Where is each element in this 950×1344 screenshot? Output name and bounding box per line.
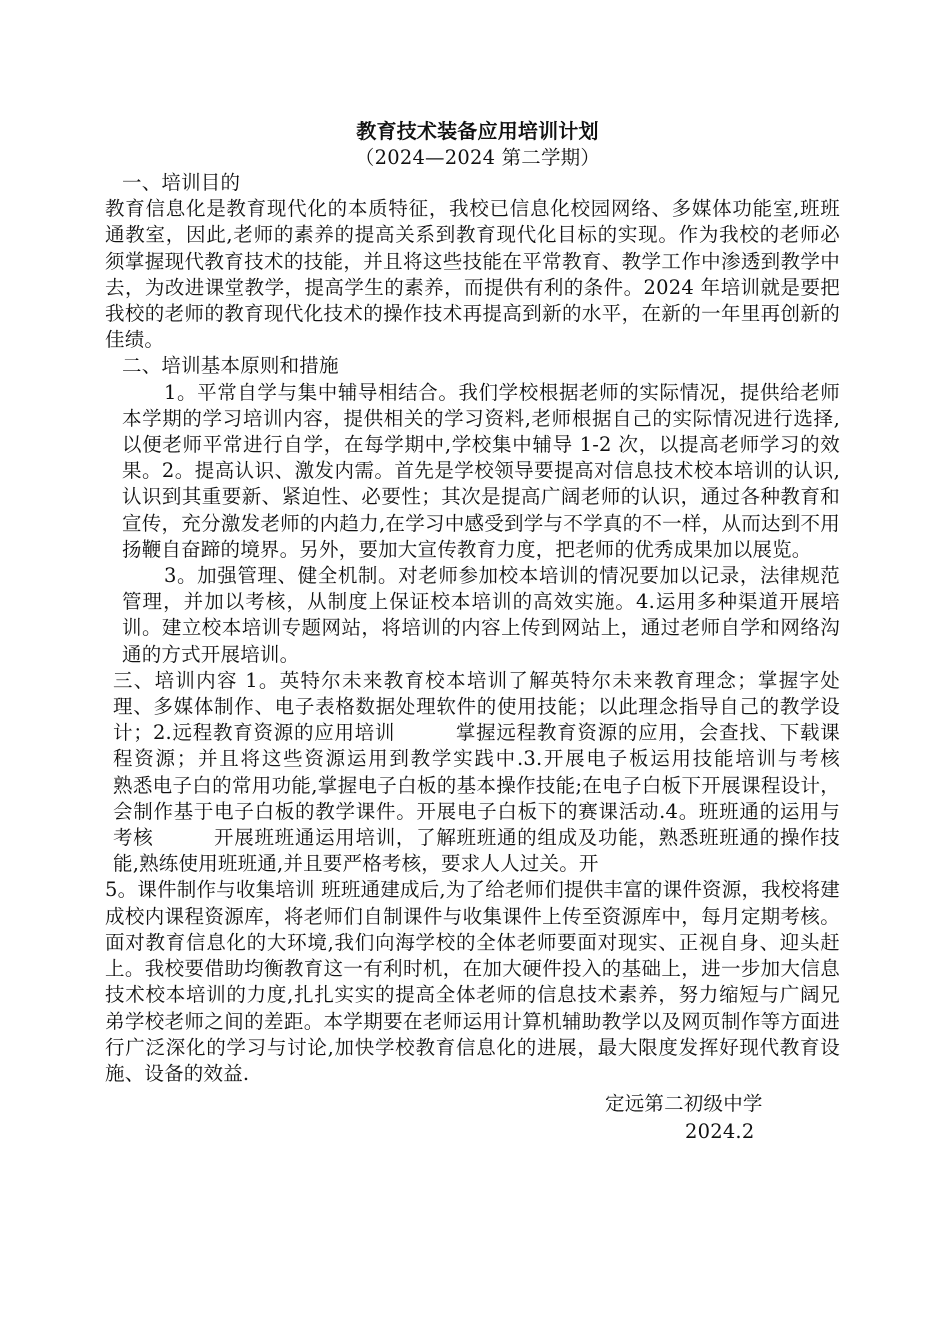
- signature-date: 2024.2: [685, 1120, 755, 1144]
- section1-heading: 一、培训目的: [122, 171, 241, 194]
- section2-paragraph-1: 1。平常自学与集中辅导相结合。我们学校根据老师的实际情况，提供给老师本学期的学习培训内容，提供相关的学习资料,老师根据自己的实际情况进行选择,以便老师平常进行自学，在每学期中,学校集中辅导 1-2 次，以提高老师学习的效果。2。提高认识、激发内需。首先是学校领导要提高对信息技术校本培训的认识,认识到其重要新、紧迫性、必要性；其次是提高广阔老师的认识，通过各种教育和宣传，充分激发老师的内趋力,在学习中感受到学与不学真的不一样，从而达到不用扬鞭自奋蹄的境界。另外，要加大宣传教育力度，把老师的优秀成果加以展览。: [122, 380, 840, 561]
- section1-body: 教育信息化是教育现代化的本质特征，我校已信息化校园网络、多媒体功能室,班班通教室，因此,老师的素养的提高关系到教育现代化目标的实现。作为我校的老师必须掌握现代教育技术的技能，并且将这些技能在平常教育、教学工作中渗透到教学中去，为改进课堂教学，提高学生的素养，而提供有利的条件。2024 年培训就是要把我校的老师的教育现代化技术的操作技术再提高到新的水平，在新的一年里再创新的佳绩。: [105, 197, 840, 352]
- document-subtitle: （2024—2024 第二学期）: [354, 146, 601, 169]
- document-page: [105, 118, 900, 1146]
- signature-school: 定远第二初级中学: [605, 1092, 763, 1116]
- section2-heading: 二、培训基本原则和措施: [122, 354, 339, 378]
- section2-content: [105, 380, 840, 668]
- section2-paragraph-2: 3。加强管理、健全机制。对老师参加校本培训的情况要加以记录，法律规范管理，并加以考核，从制度上保证校本培训的高效实施。4.运用多种渠道开展培训。建立校本培训专题网站，将培训的内容上传到网站上，通过老师自学和网络沟通的方式开展培训。: [122, 564, 840, 666]
- section3-body: 三、培训内容 1。英特尔未来教育校本培训了解英特尔未来教育理念；掌握字处理、多媒体制作、电子表格数据处理软件的使用技能；以此理念指导自己的教学设计；2.远程教育资源的应用培训 掌握远程教育资源的应用，会查找、下载课程资源；并且将这些资源运用到教学实践中.3.开展电子板运用技能培训与考核 熟悉电子白的常用功能,掌握电子白板的基本操作技能;在电子白板下开展课程设计，会制作基于电子白板的教学课件。开展电子白板下的赛课活动.4。班班通的运用与考核 开展班班通运用培训，了解班班通的组成及功能，熟悉班班通的操作技能,熟练使用班班通,并且要严格考核，要求人人过关。开: [113, 668, 900, 876]
- section4-body: 5。课件制作与收集培训 班班通建成后,为了给老师们提供丰富的课件资源，我校将建成校内课程资源库，将老师们自制课件与收集课件上传至资源库中，每月定期考核。面对教育信息化的大环境,我们向海学校的全体老师要面对现实、正视自身、迎头赶上。我校要借助均衡教育这一有利时机，在加大硬件投入的基础上，进一步加大信息技术校本培训的力度,扎扎实实的提高全体老师的信息技术素养，努力缩短与广阔兄弟学校老师之间的差距。本学期要在老师运用计算机辅助教学以及网页制作等方面进行广泛深化的学习与讨论,加快学校教育信息化的进展，最大限度发挥好现代教育设施、设备的效益.: [105, 878, 840, 1085]
- document-title: 教育技术装备应用培训计划: [356, 119, 599, 143]
